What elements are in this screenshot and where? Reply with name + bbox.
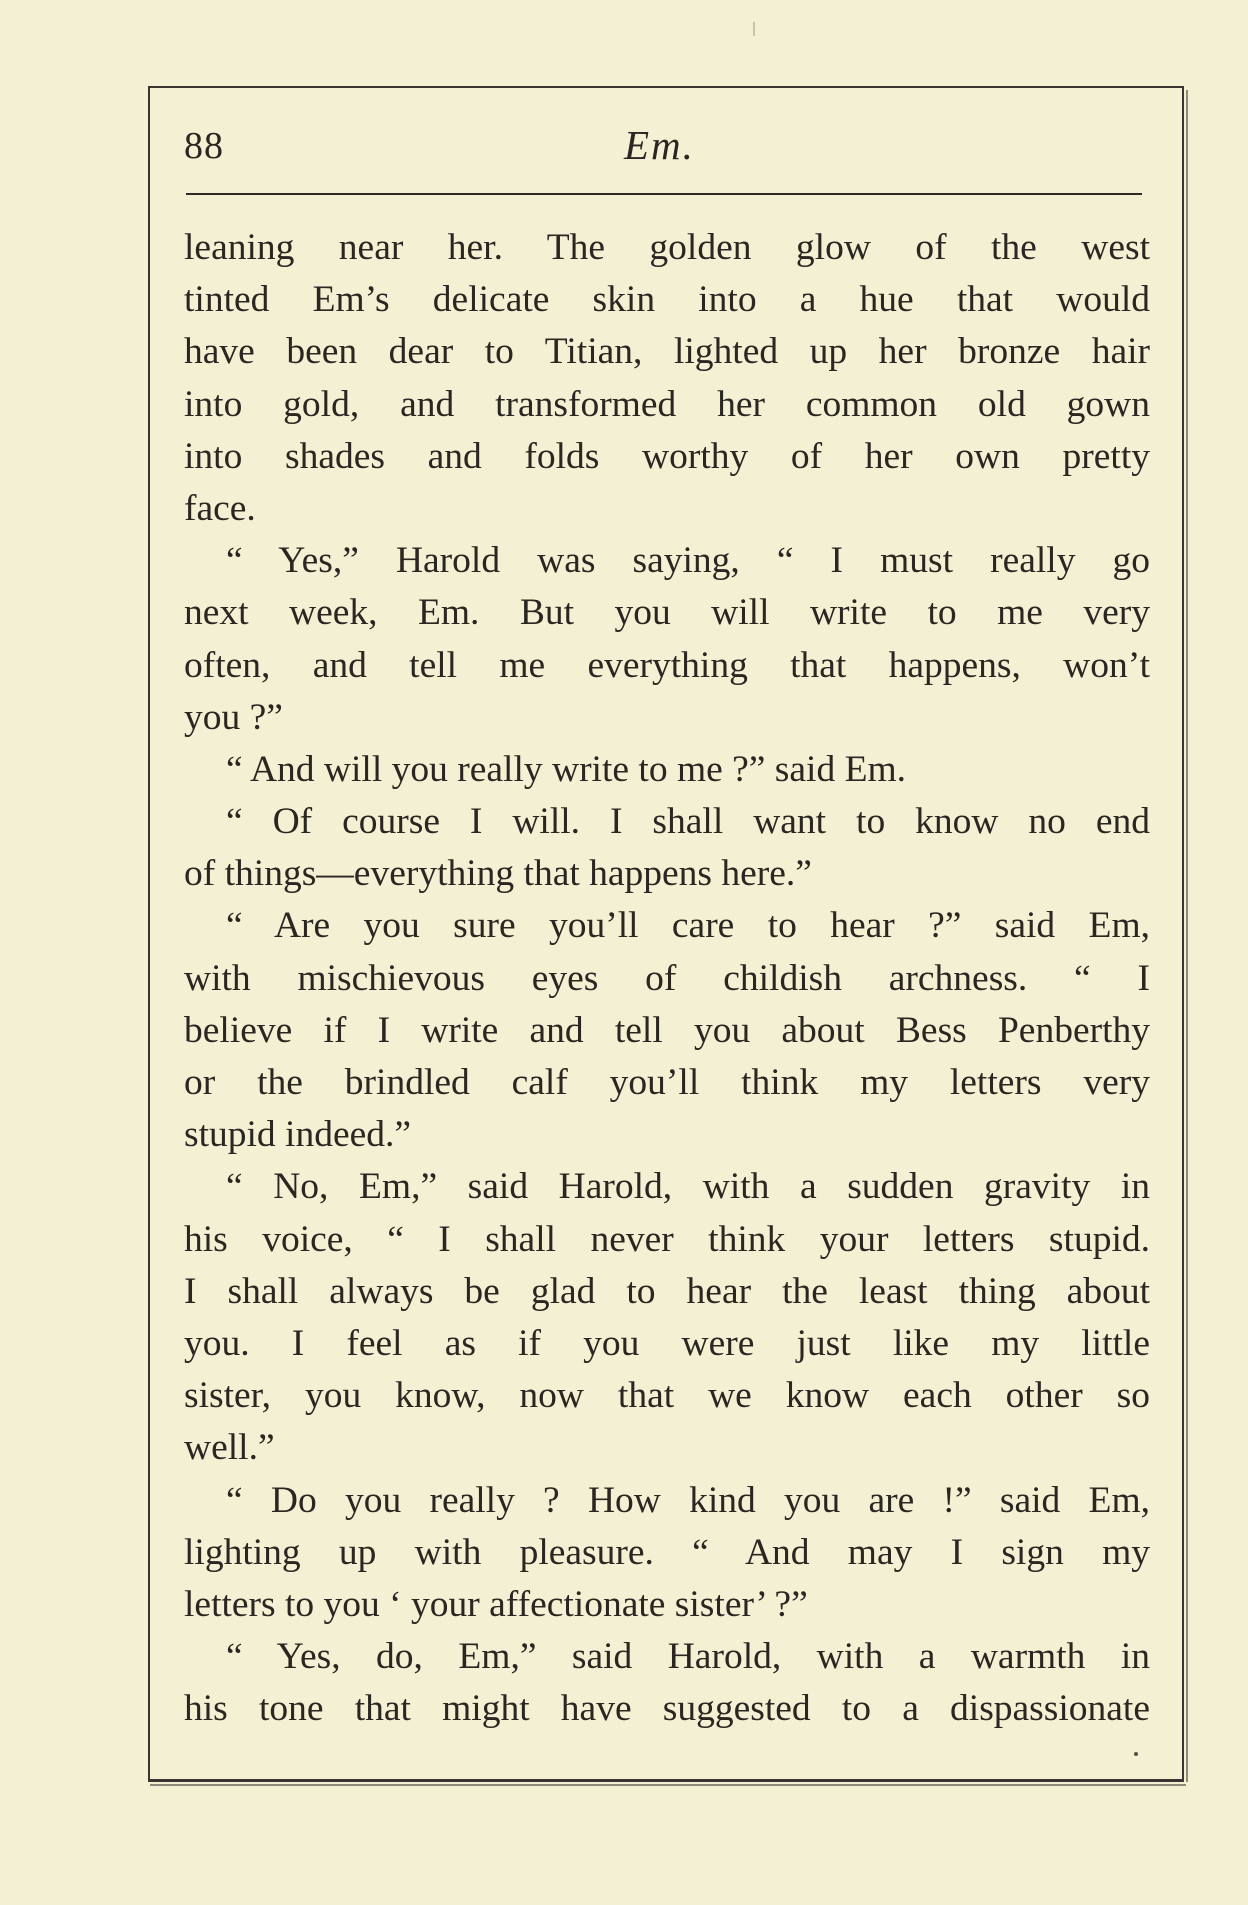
text-line: of things—everything that happens here.” (184, 853, 812, 895)
text-line: believe if I write and tell you about Bess Penberthy (184, 1009, 1150, 1051)
text-line: “ Of course I will. I shall want to know no end (226, 801, 1150, 843)
text-line: often, and tell me everything that happens, won’t (184, 644, 1150, 686)
text-line: letters to you ‘ your affectionate sister’ ?” (184, 1583, 808, 1625)
header-rule (186, 193, 1142, 195)
page-edge-mark (753, 22, 755, 36)
page-number: 88 (184, 125, 224, 167)
text-line: lighting up with pleasure. “ And may I sign my (184, 1531, 1150, 1573)
text-line: next week, Em. But you will write to me very (184, 592, 1150, 634)
text-line: well.” (184, 1427, 275, 1469)
text-line: into gold, and transformed her common old gown (184, 383, 1150, 425)
text-line: “ Yes, do, Em,” said Harold, with a warmth in (226, 1636, 1150, 1678)
text-line: leaning near her. The golden glow of the west (184, 227, 1150, 268)
text-line: “ Are you sure you’ll care to hear ?” said Em, (226, 905, 1150, 947)
text-line: his voice, “ I shall never think your letters stupid. (184, 1218, 1150, 1260)
print-speck (1134, 1752, 1138, 1756)
text-line: “ Yes,” Harold was saying, “ I must really go (226, 540, 1150, 582)
text-line: you. I feel as if you were just like my little (184, 1322, 1150, 1364)
frame-shadow-right (1186, 90, 1188, 1782)
running-title: Em. (624, 122, 695, 168)
frame-shadow-bottom (150, 1784, 1186, 1786)
body-text (184, 222, 1150, 1735)
text-line: tinted Em’s delicate skin into a hue that would (184, 279, 1150, 321)
text-line: “ No, Em,” said Harold, with a sudden gravity in (226, 1166, 1150, 1208)
text-line: into shades and folds worthy of her own pretty (184, 435, 1150, 477)
text-line: I shall always be glad to hear the least thing about (184, 1270, 1150, 1312)
text-line: his tone that might have suggested to a dispassionate (184, 1688, 1150, 1730)
text-line: sister, you know, now that we know each other so (184, 1375, 1150, 1417)
text-line: “ Do you really ? How kind you are !” said Em, (226, 1479, 1150, 1521)
text-line: face. (184, 487, 256, 529)
text-line: stupid indeed.” (184, 1114, 412, 1156)
text-line: have been dear to Titian, lighted up her bronze hair (184, 331, 1150, 373)
text-line: “ And will you really write to me ?” said Em. (226, 748, 907, 790)
text-line: you ?” (184, 696, 283, 738)
text-line: with mischievous eyes of childish archness. “ I (184, 957, 1150, 999)
text-line: or the brindled calf you’ll think my letters very (184, 1062, 1150, 1103)
